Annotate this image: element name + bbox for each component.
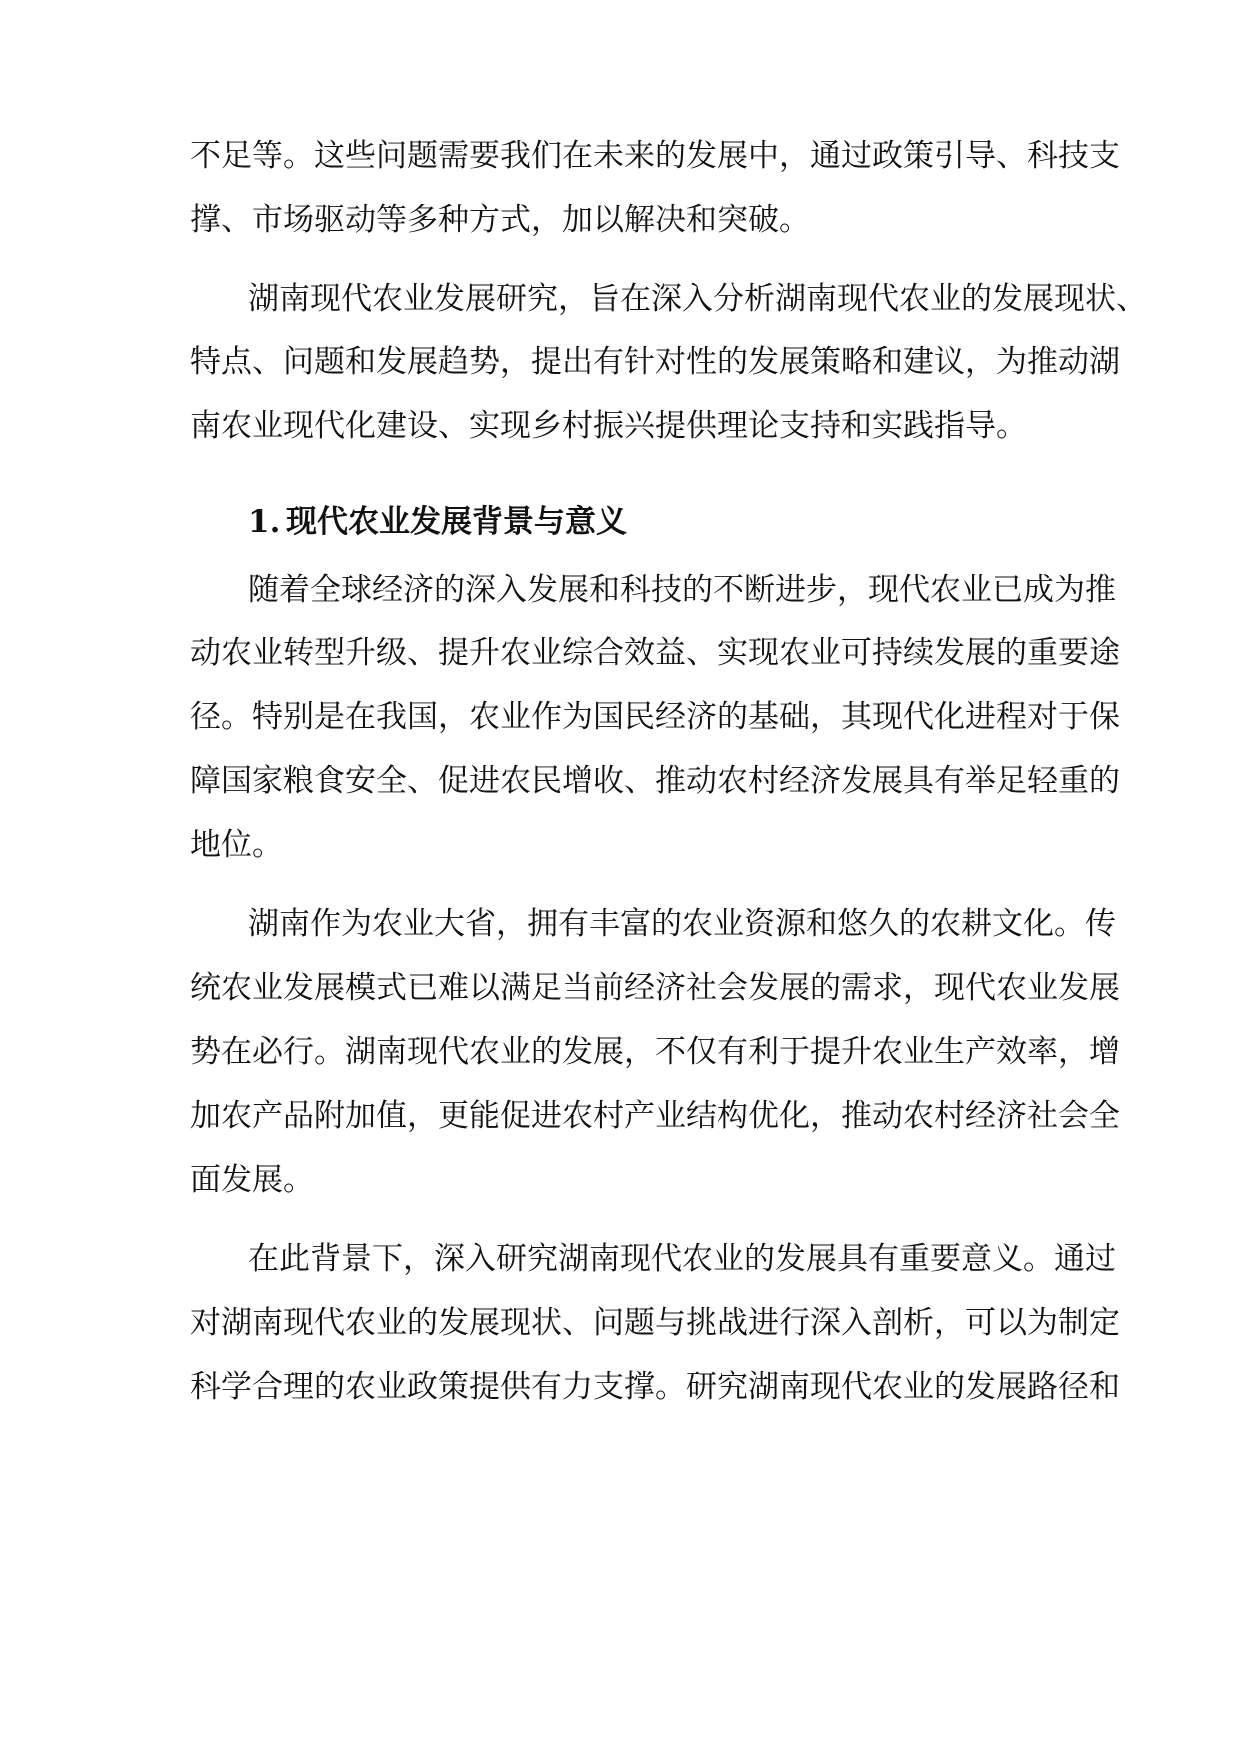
paragraph-line: 径。特别是在我国，农业作为国民经济的基础，其现代化进程对于保	[190, 699, 1120, 735]
paragraph-line: 不足等。这些问题需要我们在未来的发展中，通过政策引导、科技支	[190, 138, 1120, 174]
paragraph-line: 在此背景下，深入研究湖南现代农业的发展具有重要意义。通过	[248, 1241, 1116, 1277]
paragraph-line: 湖南作为农业大省，拥有丰富的农业资源和悠久的农耕文化。传	[248, 906, 1116, 942]
paragraph-line: 地位。	[190, 827, 283, 863]
section-number: 1.	[248, 504, 281, 540]
paragraph-line: 特点、问题和发展趋势，提出有针对性的发展策略和建议，为推动湖	[190, 344, 1120, 380]
paragraph-line: 障国家粮食安全、促进农民增收、推动农村经济发展具有举足轻重的	[190, 763, 1120, 799]
paragraph-line: 南农业现代化建设、实现乡村振兴提供理论支持和实践指导。	[190, 408, 1027, 444]
paragraph-line: 随着全球经济的深入发展和科技的不断进步，现代农业已成为推	[248, 572, 1116, 608]
paragraph-line: 湖南现代农业发展研究，旨在深入分析湖南现代农业的发展现状、	[248, 281, 1147, 317]
section-title: 现代农业发展背景与意义	[286, 504, 627, 540]
section-heading	[248, 502, 1050, 542]
paragraph-line: 对湖南现代农业的发展现状、问题与挑战进行深入剖析，可以为制定	[190, 1305, 1120, 1341]
paragraph-line: 势在必行。湖南现代农业的发展，不仅有利于提升农业生产效率，增	[190, 1034, 1120, 1070]
paragraph-line: 面发展。	[190, 1162, 314, 1198]
paragraph-line: 撑、市场驱动等多种方式，加以解决和突破。	[190, 202, 810, 238]
paragraph-line: 科学合理的农业政策提供有力支撑。研究湖南现代农业的发展路径和	[190, 1369, 1120, 1405]
paragraph-line: 动农业转型升级、提升农业综合效益、实现农业可持续发展的重要途	[190, 635, 1120, 671]
paragraph-line: 统农业发展模式已难以满足当前经济社会发展的需求，现代农业发展	[190, 970, 1120, 1006]
paragraph-line: 加农产品附加值，更能促进农村产业结构优化，推动农村经济社会全	[190, 1098, 1120, 1134]
